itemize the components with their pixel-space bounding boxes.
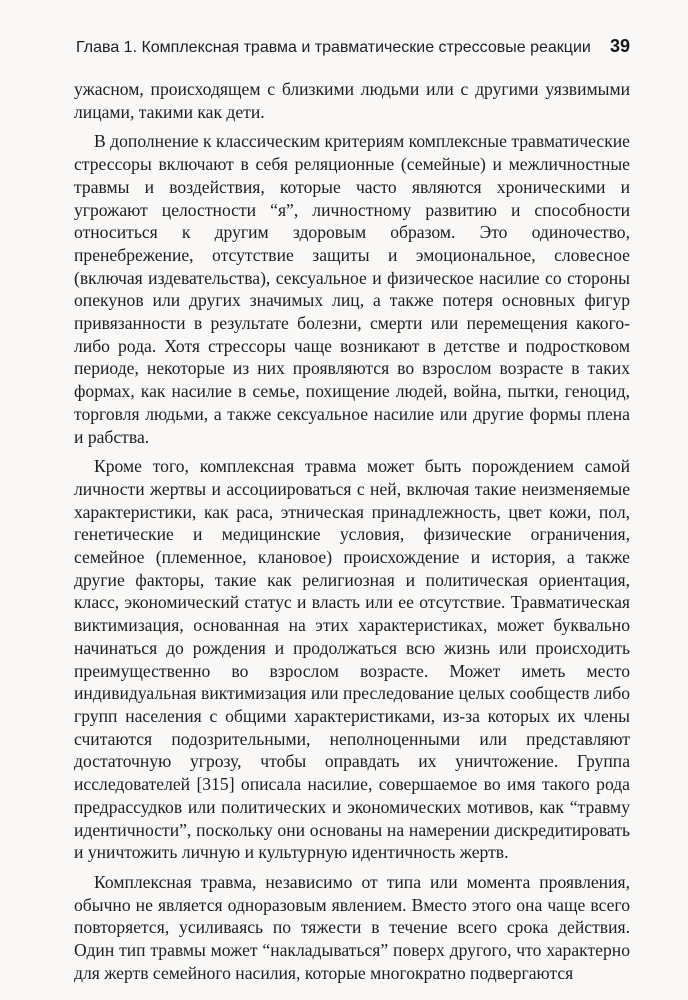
paragraph-complex-stressors: В дополнение к классическим критериям комплексные травматические стрессоры включают в себя реляционные (семейные) и межличностные травмы и воздействия, которые часто являются хроническими и угрожают целостности “я”, личностному развитию и способности относиться к другим здоровым образом. Это одиночество, пренебрежение, отсутствие защиты и эмоциональное, словесное (включая издевательства), сексуальное и физическое насилие со стороны опекунов или других значимых лиц, а также потеря основных фигур привязанности в результате болезни, смерти или перемещения какого-либо рода. Хотя стрессоры чаще возникают в детстве и подростковом периоде, некоторые из них проявляются во взрослом возрасте в таких формах, как насилие в семье, похищение людей, война, пытки, геноцид, торговля людьми, а также сексуальное насилие или другие формы плена и рабства.: [74, 131, 630, 447]
page-number: 39: [609, 36, 630, 56]
paragraph-continuation: ужасном, происходящем с близкими людьми или с другими уязвимыми лицами, такими как дети.: [74, 79, 630, 122]
chapter-running-title: Глава 1. Комплексная травма и травматические стрессовые реакции: [76, 39, 591, 56]
paragraph-identity-trauma: Кроме того, комплексная травма может быть порождением самой личности жертвы и ассоциироваться с ней, включая такие неизменяемые характеристики, как раса, этническая принадлежность, цвет кожи, пол, генетические и медицинские условия, физические ограничения, семейное (племенное, клановое) происхождение и история, а также другие факторы, такие как религиозная и политическая ориентация, класс, экономический статус и власть или ее отсутствие. Травматическая виктимизация, основанная на этих характеристиках, может буквально начинаться до рождения и продолжаться всю жизнь или происходить преимущественно во взрослом возрасте. Может иметь место индивидуальная виктимизация или преследование целых сообществ либо групп населения с общими характеристиками, из-за которых их члены считаются подозрительными, неполноценными или представляют достаточную угрозу, чтобы оправдать их уничтожение. Группа исследователей [315] описала насилие, совершаемое во имя такого рода предрассудков или политических и экономических мотивов, как “травму идентичности”, поскольку они основаны на намерении дискредитировать и уничтожить личную и культурную идентичность жертв.: [74, 456, 630, 863]
body-text: [74, 78, 630, 984]
paragraph-repeated-trauma: Комплексная травма, независимо от типа или момента проявления, обычно не является одноразовым явлением. Вместо этого она чаще всего повторяется, усиливаясь по тяжести в течение всего срока действия. Один тип травмы может “накладываться” поверх другого, что характерно для жертв семейного насилия, которые многократно подвергаются: [74, 871, 630, 983]
running-head: [76, 36, 630, 57]
